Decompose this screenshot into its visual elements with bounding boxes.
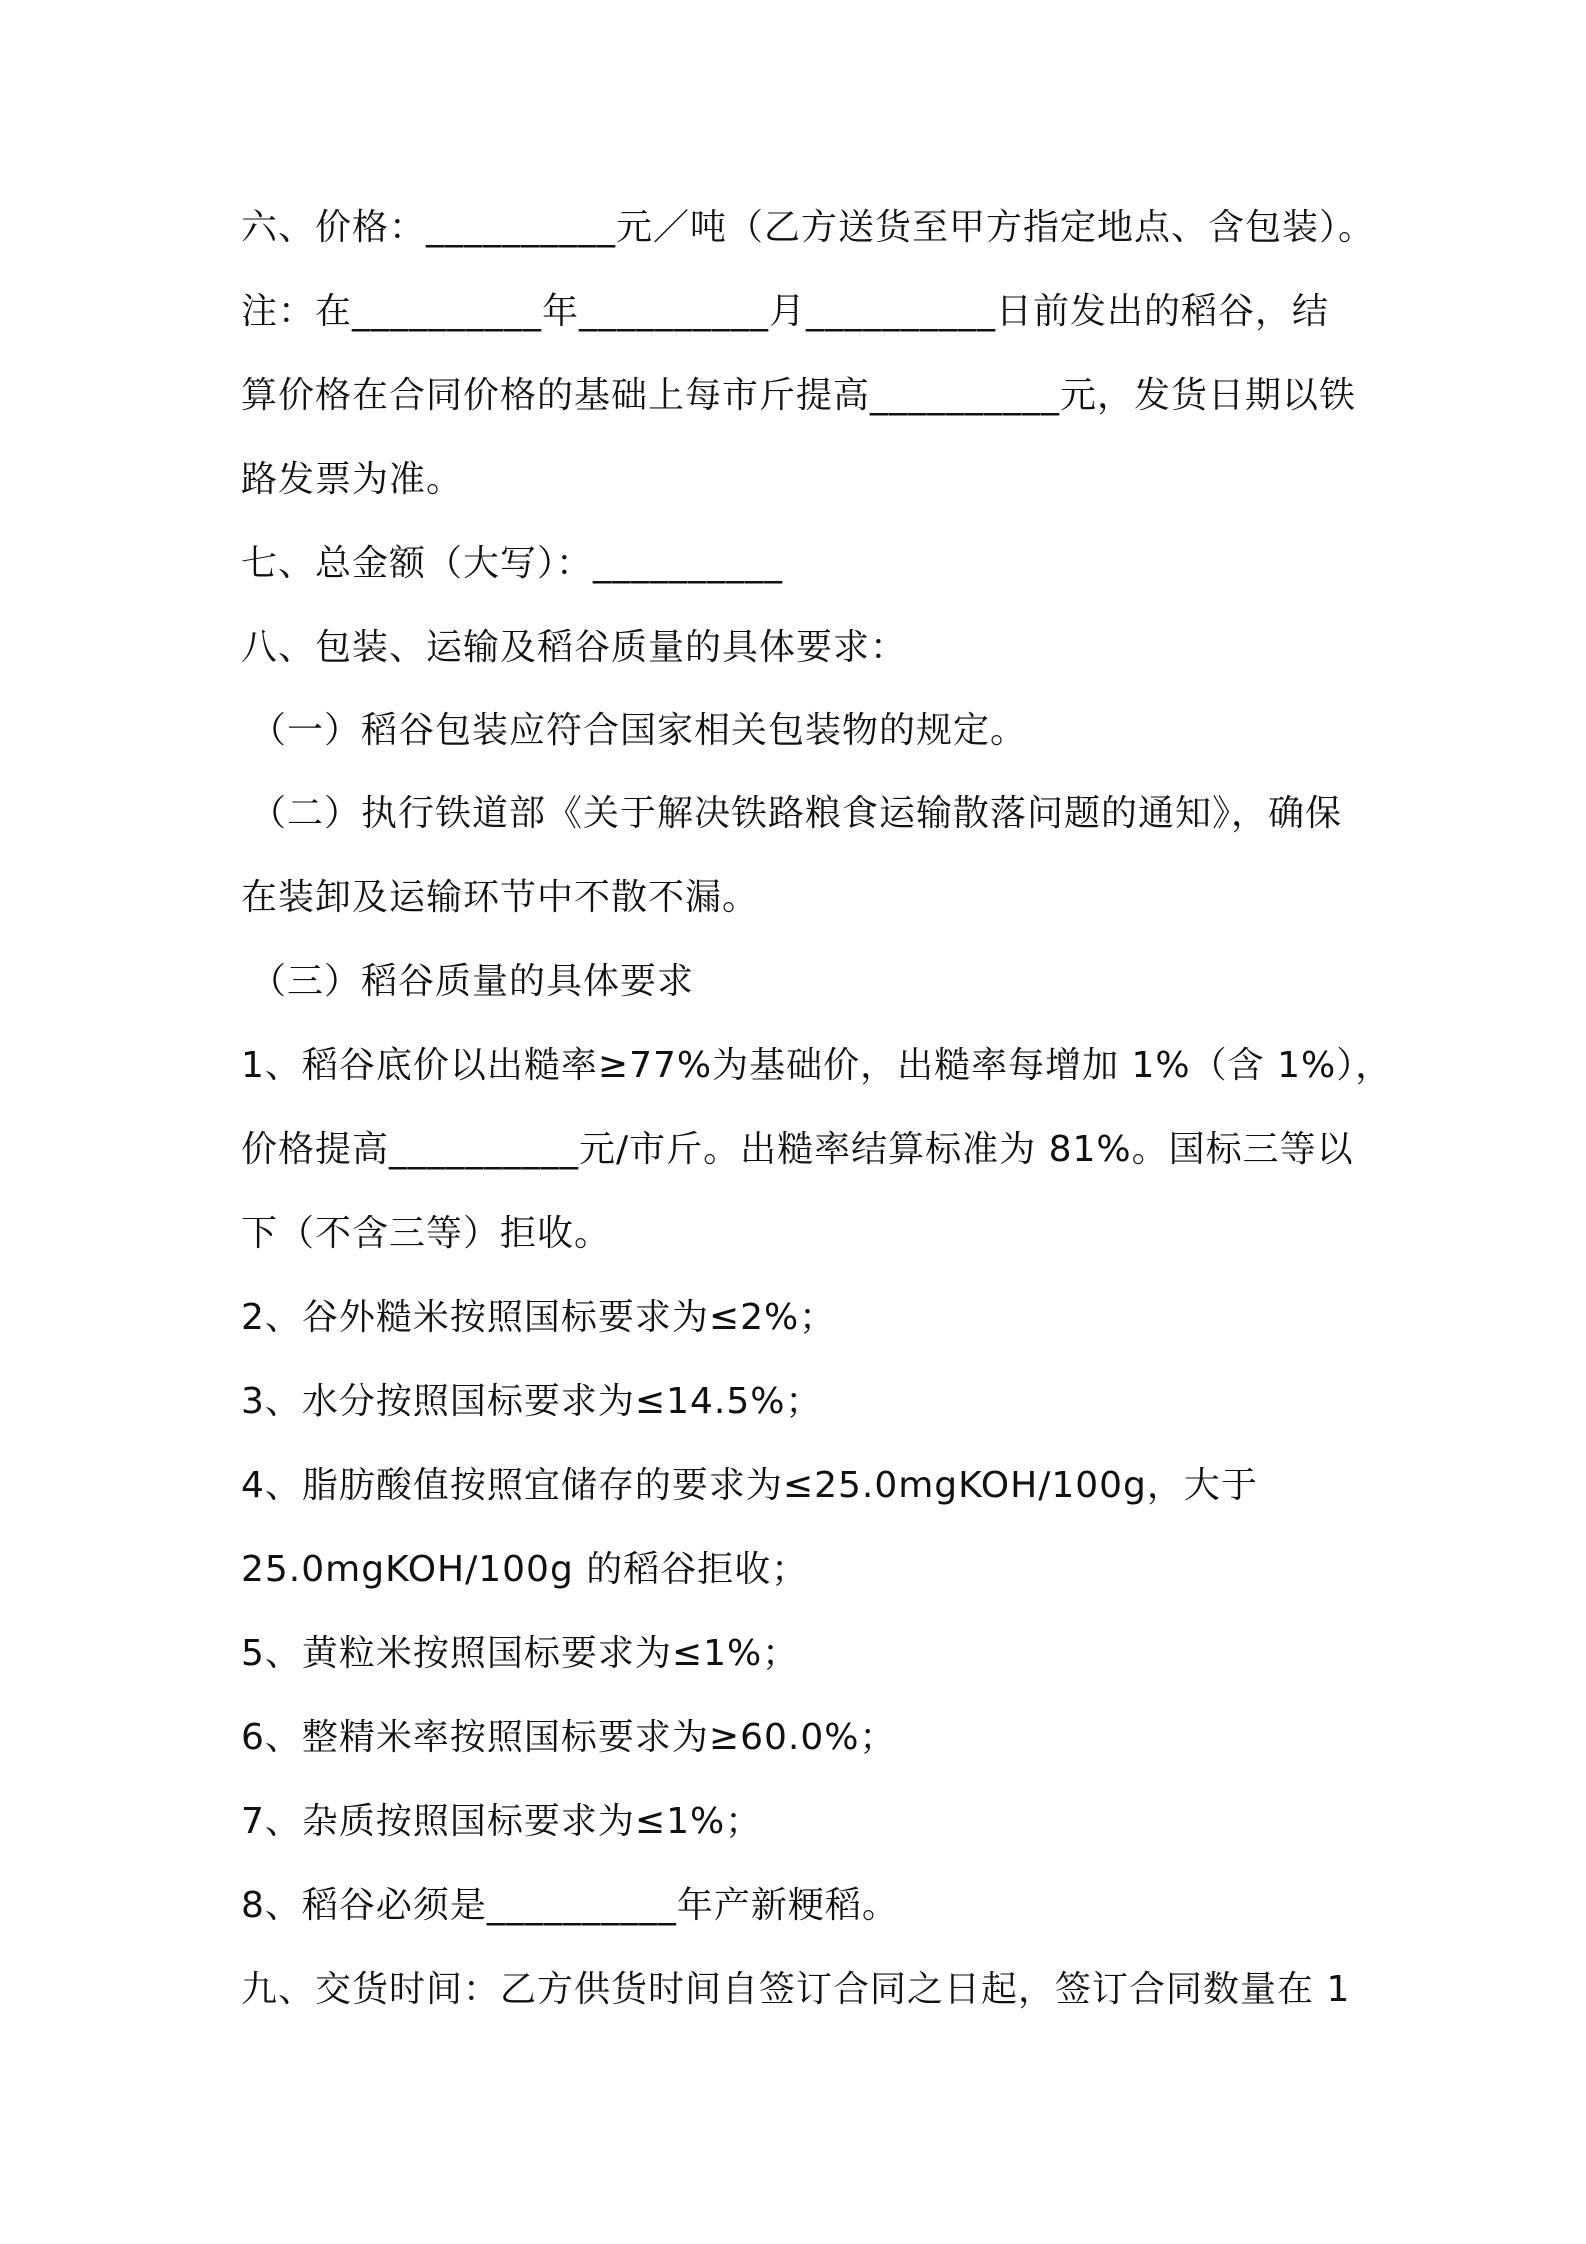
clause-8-item-2-line-1: （二）执行铁道部《关于解决铁路粮食运输散落问题的通知》，确保 <box>250 793 1343 834</box>
clause-6-price: 六、价格：__________元／吨（乙方送货至甲方指定地点、含包装）。 <box>241 207 1376 248</box>
quality-req-8: 8、稻谷必须是__________年产新粳稻。 <box>241 1885 899 1926</box>
quality-req-1-line-2: 价格提高__________元/市斤。出糙率结算标准为 81%。国标三等以 <box>241 1129 1354 1170</box>
clause-8-item-3-heading: （三）稻谷质量的具体要求 <box>250 961 695 1002</box>
quality-req-4-line-2: 25.0mgKOH/100g 的稻谷拒收； <box>241 1549 809 1590</box>
clause-6-note-line-2: 算价格在合同价格的基础上每市斤提高__________元，发货日期以铁 <box>241 375 1357 416</box>
clause-8-item-1: （一）稻谷包装应符合国家相关包装物的规定。 <box>250 710 1028 751</box>
clause-6-note-line-1: 注：在__________年__________月__________日前发出的稻谷，结 <box>241 291 1330 332</box>
quality-req-4-line-1: 4、脂肪酸值按照宜储存的要求为≤25.0mgKOH/100g，大于 <box>241 1465 1258 1506</box>
clause-7-total-amount: 七、总金额（大写）：__________ <box>241 543 784 584</box>
quality-req-3: 3、水分按照国标要求为≤14.5%； <box>241 1381 823 1422</box>
quality-req-2: 2、谷外糙米按照国标要求为≤2%； <box>241 1297 837 1338</box>
clause-8-heading: 八、包装、运输及稻谷质量的具体要求： <box>241 627 908 668</box>
clause-6-note-line-3: 路发票为准。 <box>241 459 464 500</box>
quality-req-7: 7、杂质按照国标要求为≤1%； <box>241 1801 763 1842</box>
quality-req-6: 6、整精米率按照国标要求为≥60.0%； <box>241 1717 897 1758</box>
clause-8-item-2-line-2: 在装卸及运输环节中不散不漏。 <box>241 877 760 918</box>
quality-req-5: 5、黄粒米按照国标要求为≤1%； <box>241 1633 800 1674</box>
quality-req-1-line-3: 下（不含三等）拒收。 <box>241 1213 612 1254</box>
clause-9-delivery-time: 九、交货时间：乙方供货时间自签订合同之日起，签订合同数量在 1 <box>241 1969 1351 2010</box>
quality-req-1-line-1: 1、稻谷底价以出糙率≥77%为基础价，出糙率每增加 1%（含 1%）， <box>241 1045 1393 1086</box>
